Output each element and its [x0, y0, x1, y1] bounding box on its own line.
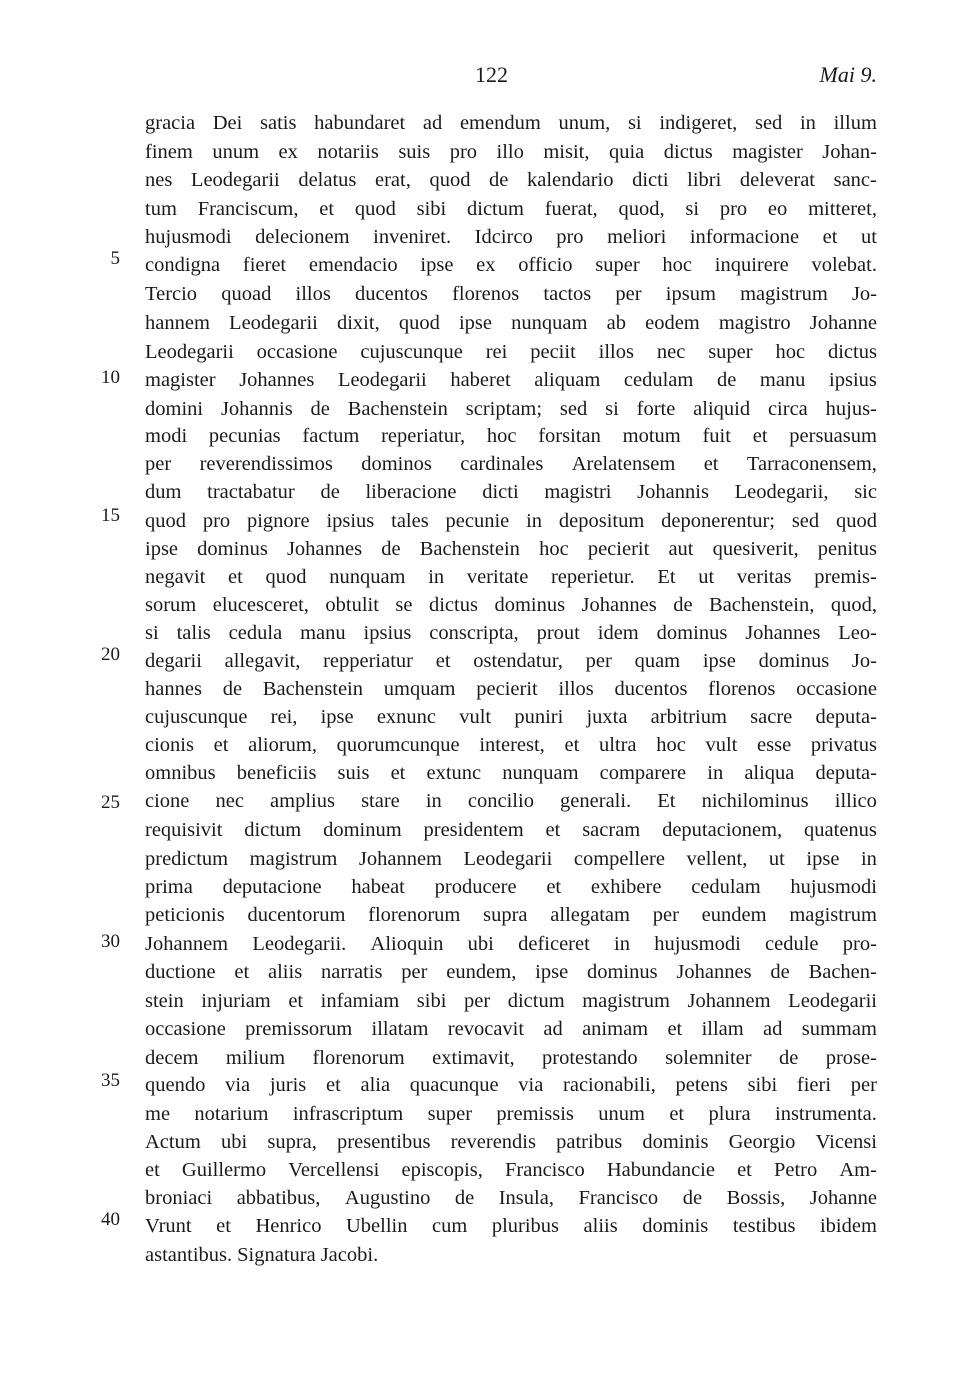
- text-line: astantibus. Signatura Jacobi.: [145, 1244, 379, 1266]
- text-line: prima deputacione habeat producere et exhibere cedulam hujusmodi: [145, 876, 877, 898]
- text-line: Tercio quoad illos ducentos florenos tactos per ipsum magistrum Jo-: [145, 283, 877, 305]
- text-line: cionis et aliorum, quorumcunque interest, et ultra hoc vult esse privatus: [145, 734, 877, 756]
- text-line: hannes de Bachenstein umquam pecierit illos ducentos florenos occasione: [145, 678, 877, 700]
- text-line: Vrunt et Henrico Ubellin cum pluribus aliis dominis testibus ibidem: [145, 1215, 877, 1237]
- text-line: occasione premissorum illatam revocavit ad animam et illam ad summam: [145, 1018, 877, 1040]
- text-line: nes Leodegarii delatus erat, quod de kalendario dicti libri deleverat sanc-: [145, 169, 877, 191]
- text-line: Johannem Leodegarii. Alioquin ubi deficeret in hujusmodi cedule pro-: [145, 933, 877, 955]
- page-header: [145, 62, 877, 92]
- text-line: Leodegarii occasione cujuscunque rei peciit illos nec super hoc dictus: [145, 341, 877, 363]
- text-line: me notarium infrascriptum super premissis unum et plura instrumenta.: [145, 1103, 877, 1125]
- text-line: hannem Leodegarii dixit, quod ipse nunquam ab eodem magistro Johanne: [145, 312, 877, 334]
- text-line: peticionis ducentorum florenorum supra allegatam per eundem magistrum: [145, 904, 877, 926]
- line-number: 40: [101, 1209, 120, 1230]
- line-number: 5: [110, 248, 120, 269]
- text-line: condigna fieret emendacio ipse ex officio super hoc inquirere volebat.: [145, 254, 877, 276]
- text-line: tum Franciscum, et quod sibi dictum fuerat, quod, si pro eo mitteret,: [145, 198, 877, 220]
- text-line: ductione et aliis narratis per eundem, ipse dominus Johannes de Bachen-: [145, 961, 877, 983]
- page-number: 122: [475, 62, 508, 87]
- text-line: predictum magistrum Johannem Leodegarii compellere vellent, ut ipse in: [145, 848, 877, 870]
- text-line: magister Johannes Leodegarii haberet aliquam cedulam de manu ipsius: [145, 369, 877, 391]
- text-line: decem milium florenorum extimavit, protestando solemniter de prose-: [145, 1047, 877, 1069]
- text-line: cujuscunque rei, ipse exnunc vult puniri juxta arbitrium sacre deputa-: [145, 706, 877, 728]
- text-line: cione nec amplius stare in concilio generali. Et nichilominus illico: [145, 790, 877, 812]
- text-line: quod pro pignore ipsius tales pecunie in depositum deponerentur; sed quod: [145, 510, 877, 532]
- text-line: Actum ubi supra, presentibus reverendis patribus dominis Georgio Vicensi: [145, 1131, 877, 1153]
- text-line: sorum elucesceret, obtulit se dictus dominus Johannes de Bachenstein, quod,: [145, 594, 877, 616]
- text-line: gracia Dei satis habundaret ad emendum unum, si indigeret, sed in illum: [145, 112, 877, 134]
- text-line: degarii allegavit, repperiatur et ostendatur, per quam ipse dominus Jo-: [145, 650, 877, 672]
- text-line: negavit et quod nunquam in veritate reperietur. Et ut veritas premis-: [145, 566, 877, 588]
- text-line: modi pecunias factum reperiatur, hoc forsitan motum fuit et persuasum: [145, 425, 877, 447]
- text-line: domini Johannis de Bachenstein scriptam; sed si forte aliquid circa hujus-: [145, 398, 877, 420]
- line-number: 30: [101, 931, 120, 952]
- line-number: 15: [101, 505, 120, 526]
- running-head: Mai 9.: [819, 62, 877, 87]
- text-line: et Guillermo Vercellensi episcopis, Francisco Habundancie et Petro Am-: [145, 1159, 877, 1181]
- text-line: finem unum ex notariis suis pro illo misit, quia dictus magister Johan-: [145, 141, 877, 163]
- line-number: 20: [101, 644, 120, 665]
- line-number: 35: [101, 1070, 120, 1091]
- text-line: quendo via juris et alia quacunque via racionabili, petens sibi fieri per: [145, 1074, 877, 1096]
- text-line: dum tractabatur de liberacione dicti magistri Johannis Leodegarii, sic: [145, 481, 877, 503]
- text-line: stein injuriam et infamiam sibi per dictum magistrum Johannem Leodegarii: [145, 990, 877, 1012]
- text-line: broniaci abbatibus, Augustino de Insula, Francisco de Bossis, Johanne: [145, 1187, 877, 1209]
- line-number: 25: [101, 792, 120, 813]
- text-line: hujusmodi delecionem inveniret. Idcirco pro meliori informacione et ut: [145, 226, 877, 248]
- text-line: requisivit dictum dominum presidentem et sacram deputacionem, quatenus: [145, 819, 877, 841]
- text-line: ipse dominus Johannes de Bachenstein hoc pecierit aut quesiverit, penitus: [145, 538, 877, 560]
- text-line: omnibus beneficiis suis et extunc nunquam comparere in aliqua deputa-: [145, 762, 877, 784]
- text-line: si talis cedula manu ipsius conscripta, prout idem dominus Johannes Leo-: [145, 622, 877, 644]
- text-line: per reverendissimos dominos cardinales Arelatensem et Tarraconensem,: [145, 453, 877, 475]
- line-number: 10: [101, 367, 120, 388]
